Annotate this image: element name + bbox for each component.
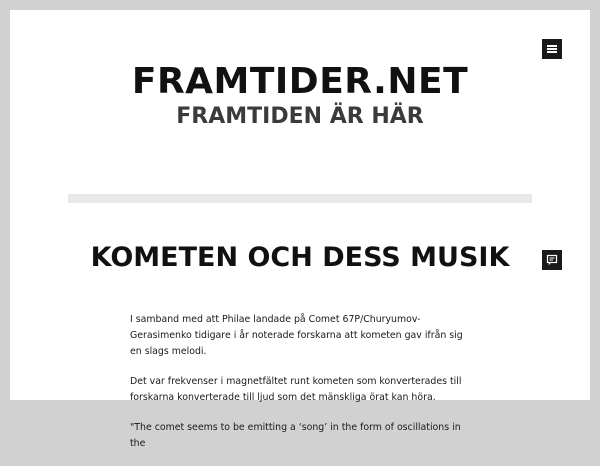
post-paragraph: Det var frekvenser i magnetfältet runt kometen som konverterades till forskarna konverterade till ljud som det mänskliga örat kan höra. [130, 376, 462, 403]
post-paragraph: I samband med att Philae landade på Comet 67P/Churyumov-Gerasimenko tidigare i år noterade forskarna att kometen gav ifrån sig en slags melodi. [130, 314, 463, 357]
post-paragraph: "The comet seems to be emitting a ‘song’ in the form of oscillations in the [130, 422, 461, 449]
post-format-icon[interactable] [542, 250, 562, 270]
header-divider [68, 194, 532, 203]
chat-icon [546, 254, 558, 266]
site-title[interactable]: FRAMTIDER.NET [131, 61, 469, 102]
post-content [130, 312, 470, 466]
post-title[interactable]: KOMETEN OCH DESS MUSIK [90, 242, 510, 273]
site-description: FRAMTIDEN ÄR HÄR [176, 104, 424, 129]
hamburger-menu-icon[interactable] [542, 39, 562, 59]
page [10, 10, 590, 449]
